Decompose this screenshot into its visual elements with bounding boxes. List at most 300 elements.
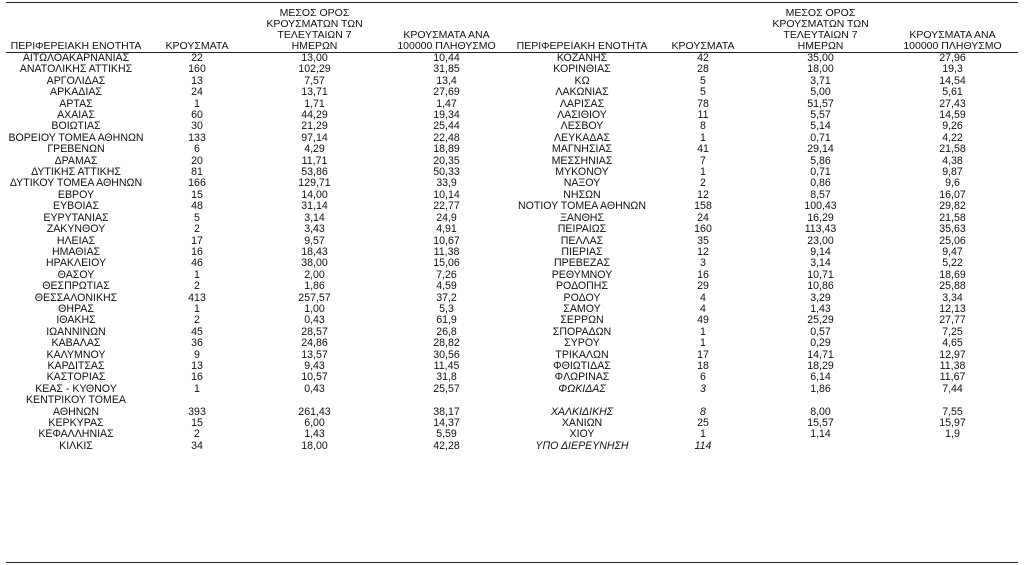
table-header: [6, 6, 1018, 53]
right-region-cell: ΚΟΡΙΝΘΙΑΣ: [553, 64, 611, 76]
left-per100k-cell: 24,9: [436, 212, 457, 224]
left-avg7-cell: 1,71: [304, 98, 325, 110]
right-avg7-cell: 0,57: [810, 326, 831, 338]
right-per100k-cell: 4,65: [942, 338, 963, 350]
header-region-left: ΠΕΡΙΦΕΡΕΙΑΚΗ ΕΝΟΤΗΤΑ: [6, 6, 146, 53]
right-avg7-cell: 3,29: [810, 292, 831, 304]
left-region-cell: ΑΡΚΑΔΙΑΣ: [50, 87, 102, 99]
left-avg7-cell: 18,43: [301, 246, 328, 258]
right-per100k-cell: 11,67: [939, 372, 966, 384]
right-region-cell: ΝΟΤΙΟΥ ΤΟΜΕΑ ΑΘΗΝΩΝ: [517, 201, 647, 213]
left-region-cell: ΙΩΑΝΝΙΝΩΝ: [46, 326, 106, 338]
right-cases-cell: 160: [694, 224, 712, 236]
table-row: [6, 258, 1018, 269]
right-avg7-cell: 29,14: [807, 144, 834, 156]
left-cases-cell: 45: [191, 326, 203, 338]
left-cases-cell: 133: [188, 132, 206, 144]
right-avg7-cell: 5,57: [810, 110, 831, 122]
left-per100k-cell: 26,8: [436, 326, 457, 338]
header-per100k-right: ΚΡΟΥΣΜΑΤΑ ΑΝΑ 100000 ΠΛΗΘΥΣΜΟ: [887, 6, 1018, 53]
left-region-cell: ΕΥΒΟΙΑΣ: [53, 201, 99, 213]
right-cases-cell: 6: [700, 372, 706, 384]
right-region-cell: ΡΟΔΟΠΗΣ: [555, 281, 609, 293]
right-avg7-cell: [754, 441, 887, 452]
left-region-cell: ΚΕΡΚΥΡΑΣ: [48, 418, 104, 429]
cases-by-region-table: [6, 6, 1018, 452]
right-avg7-cell: 23,00: [807, 235, 834, 247]
left-cases-cell: 2: [194, 224, 200, 236]
table-row: [6, 429, 1018, 440]
left-per100k-cell: 15,06: [433, 258, 460, 270]
right-region-cell: ΦΘΙΩΤΙΔΑΣ: [553, 360, 611, 372]
right-avg7-cell: 10,86: [807, 281, 834, 293]
left-per100k-cell: 4,91: [436, 224, 457, 236]
right-avg7-cell: 16,29: [807, 212, 834, 224]
left-cases-cell: 160: [188, 64, 206, 76]
table-row: [6, 121, 1018, 132]
left-cases-cell: 413: [188, 292, 206, 304]
right-avg7-cell: 14,71: [807, 349, 834, 361]
left-cases-cell: 2: [194, 315, 200, 327]
right-per100k-cell: 3,34: [942, 292, 963, 304]
left-avg7-cell: 18,00: [301, 440, 328, 452]
right-cases-cell: 1: [700, 338, 706, 350]
right-region-cell: ΚΟΖΑΝΗΣ: [556, 52, 608, 64]
table-row: [6, 350, 1018, 361]
right-region-cell: ΛΕΣΒΟΥ: [560, 121, 604, 133]
right-cases-cell: 3: [700, 383, 706, 395]
table-row: [6, 144, 1018, 155]
left-avg7-cell: 53,86: [301, 167, 328, 179]
left-per100k-cell: 31,8: [436, 372, 457, 384]
header-region-right: ΠΕΡΙΦΕΡΕΙΑΚΗ ΕΝΟΤΗΤΑ: [512, 6, 652, 53]
left-cases-cell: 5: [194, 212, 200, 224]
right-per100k-cell: 21,58: [939, 144, 966, 156]
right-region-cell: ΣΕΡΡΩΝ: [560, 315, 604, 327]
top-rule: [6, 2, 1018, 3]
left-per100k-cell: 22,48: [433, 132, 460, 144]
left-region-cell: ΘΕΣΣΑΛΟΝΙΚΗΣ: [34, 292, 118, 304]
left-region-cell: ΔΥΤΙΚΗΣ ΑΤΤΙΚΗΣ: [31, 167, 121, 179]
left-avg7-cell: 9,57: [304, 235, 325, 247]
left-avg7-cell: 10,57: [301, 372, 328, 384]
left-region-cell: ΗΛΕΙΑΣ: [56, 235, 96, 247]
table-row: [6, 133, 1018, 144]
table-row: [6, 64, 1018, 75]
right-per100k-cell: 16,07: [939, 189, 966, 201]
left-region-cell: ΘΕΣΠΡΩΤΙΑΣ: [42, 281, 110, 293]
right-region-cell: ΛΑΡΙΣΑΣ: [559, 98, 605, 110]
left-cases-cell: 6: [194, 144, 200, 156]
right-avg7-cell: 0,86: [810, 178, 831, 190]
left-cases-cell: 15: [191, 418, 203, 429]
right-region-cell: ΥΠΟ ΔΙΕΡΕΥΝΗΣΗ: [535, 440, 629, 452]
left-region-cell: ΚΑΣΤΟΡΙΑΣ: [46, 372, 106, 384]
left-per100k-cell: 11,45: [433, 360, 460, 372]
right-cases-cell: 78: [697, 98, 709, 110]
right-avg7-cell: 8,57: [810, 189, 831, 201]
left-region-cell: ΚΑΒΑΛΑΣ: [51, 338, 101, 350]
left-per100k-cell: 38,17: [433, 405, 460, 418]
right-cases-cell: 158: [694, 201, 712, 213]
left-avg7-cell: 2,00: [304, 269, 325, 281]
right-cases-cell: 12: [697, 246, 709, 258]
right-avg7-cell: 6,14: [810, 372, 831, 384]
right-cases-cell: 29: [697, 281, 709, 293]
left-cases-cell: 13: [191, 75, 203, 87]
left-per100k-cell: 37,2: [436, 292, 457, 304]
left-per100k-cell: 33,9: [436, 178, 457, 190]
left-per100k-cell: 30,56: [433, 349, 460, 361]
left-cases-cell: 393: [188, 405, 206, 418]
table-row: [6, 224, 1018, 235]
right-per100k-cell: 5,61: [942, 87, 963, 99]
right-region-cell: ΜΥΚΟΝΟΥ: [555, 167, 609, 179]
left-per100k-cell: 31,85: [433, 64, 460, 76]
right-per100k-cell: 19,3: [942, 64, 963, 76]
right-cases-cell: 1: [700, 326, 706, 338]
right-per100k-cell: 12,97: [939, 349, 966, 361]
left-region-cell: ΖΑΚΥΝΘΟΥ: [46, 224, 106, 236]
left-per100k-cell: 10,44: [433, 52, 460, 64]
left-region-cell: ΓΡΕΒΕΝΩΝ: [47, 144, 105, 156]
header-per100k-left: ΚΡΟΥΣΜΑΤΑ ΑΝΑ 100000 ΠΛΗΘΥΣΜΟ: [381, 6, 512, 53]
right-region-cell: ΞΑΝΘΗΣ: [559, 212, 605, 224]
left-per100k-cell: 13,4: [436, 75, 457, 87]
left-region-cell: ΙΘΑΚΗΣ: [56, 315, 96, 327]
left-region-cell: ΕΥΡΥΤΑΝΙΑΣ: [43, 212, 109, 224]
right-avg7-cell: 15,57: [807, 418, 834, 429]
right-avg7-cell: 100,43: [804, 201, 837, 213]
right-region-cell: ΝΗΣΩΝ: [563, 189, 601, 201]
left-avg7-cell: 4,29: [304, 144, 325, 156]
right-region-cell: ΜΑΓΝΗΣΙΑΣ: [551, 144, 613, 156]
table-row: [6, 418, 1018, 429]
right-per100k-cell: 7,55: [942, 405, 963, 418]
right-per100k-cell: 9,47: [942, 246, 963, 258]
right-avg7-cell: 18,00: [807, 64, 834, 76]
right-per100k-cell: 7,44: [942, 383, 963, 395]
right-cases-cell: 1: [700, 167, 706, 179]
right-per100k-cell: 18,69: [939, 269, 966, 281]
right-avg7-cell: 10,71: [807, 269, 834, 281]
right-region-cell: ΛΑΣΙΘΙΟΥ: [557, 110, 607, 122]
left-region-cell: ΚΕΑΣ - ΚΥΘΝΟΥ: [35, 383, 117, 395]
right-avg7-cell: 5,86: [810, 155, 831, 167]
left-avg7-cell: 129,71: [298, 178, 331, 190]
right-region-cell: ΛΑΚΩΝΙΑΣ: [555, 87, 609, 99]
left-avg7-cell: 28,57: [301, 326, 328, 338]
left-cases-cell: 48: [191, 201, 203, 213]
left-cases-cell: 1: [194, 98, 200, 110]
left-per100k-cell: 10,67: [433, 235, 460, 247]
table-row: [6, 315, 1018, 326]
right-region-cell: ΠΙΕΡΙΑΣ: [561, 246, 603, 258]
left-avg7-cell: 102,29: [298, 64, 331, 76]
right-avg7-cell: 18,29: [807, 360, 834, 372]
left-region-cell: ΑΝΑΤΟΛΙΚΗΣ ΑΤΤΙΚΗΣ: [19, 64, 133, 76]
table-row: [6, 361, 1018, 372]
left-per100k-cell: 19,34: [433, 110, 460, 122]
left-region-cell: ΔΡΑΜΑΣ: [54, 155, 98, 167]
right-per100k-cell: 12,13: [939, 303, 966, 315]
right-avg7-cell: 3,14: [810, 258, 831, 270]
right-region-cell: ΦΩΚΙΔΑΣ: [558, 383, 606, 395]
right-cases-cell: 12: [697, 189, 709, 201]
left-region-cell: ΑΧΑΪΑΣ: [57, 110, 95, 122]
left-per100k-cell: 27,69: [433, 87, 460, 99]
left-cases-cell: 16: [191, 246, 203, 258]
right-per100k-cell: 9,87: [942, 167, 963, 179]
right-cases-cell: 16: [697, 269, 709, 281]
right-per100k-cell: 35,63: [939, 224, 966, 236]
left-avg7-cell: 14,00: [301, 189, 328, 201]
right-avg7-cell: 51,57: [807, 98, 834, 110]
left-cases-cell: 1: [194, 383, 200, 395]
left-avg7-cell: 38,00: [301, 258, 328, 270]
right-region-cell: ΣΠΟΡΑΔΩΝ: [552, 326, 612, 338]
left-cases-cell: 36: [191, 338, 203, 350]
table-row: [6, 338, 1018, 349]
left-avg7-cell: 9,43: [304, 360, 325, 372]
left-region-cell: ΕΒΡΟΥ: [57, 189, 95, 201]
right-avg7-cell: 0,71: [810, 167, 831, 179]
right-region-cell: ΡΟΔΟΥ: [563, 292, 601, 304]
right-avg7-cell: 0,29: [810, 338, 831, 350]
left-region-cell: ΚΑΛΥΜΝΟΥ: [46, 349, 106, 361]
right-cases-cell: 49: [697, 315, 709, 327]
left-cases-cell: 30: [191, 121, 203, 133]
right-avg7-cell: 1,14: [810, 429, 831, 441]
right-per100k-cell: 15,97: [939, 418, 966, 429]
right-per100k-cell: 27,77: [939, 315, 966, 327]
left-cases-cell: 13: [191, 360, 203, 372]
right-avg7-cell: 1,43: [810, 303, 831, 315]
table-row: [6, 156, 1018, 167]
right-cases-cell: 5: [700, 75, 706, 87]
left-per100k-cell: 28,82: [433, 338, 460, 350]
left-per100k-cell: 5,59: [436, 429, 457, 441]
right-cases-cell: 8: [700, 405, 706, 418]
right-cases-cell: 18: [697, 360, 709, 372]
table-row: [6, 384, 1018, 395]
right-cases-cell: 35: [697, 235, 709, 247]
left-cases-cell: 46: [191, 258, 203, 270]
left-avg7-cell: 0,43: [304, 383, 325, 395]
right-cases-cell: 11: [697, 110, 709, 122]
table-row: [6, 178, 1018, 189]
left-per100k-cell: 10,14: [433, 189, 460, 201]
left-per100k-cell: 61,9: [436, 315, 457, 327]
left-avg7-cell: 24,86: [301, 338, 328, 350]
left-cases-cell: 9: [194, 349, 200, 361]
left-region-cell: ΒΟΙΩΤΙΑΣ: [51, 121, 101, 133]
right-cases-cell: 24: [697, 212, 709, 224]
left-cases-cell: 15: [191, 189, 203, 201]
table-row: [6, 76, 1018, 87]
left-per100k-cell: 11,38: [433, 246, 460, 258]
table-row: [6, 281, 1018, 292]
left-region-cell: ΘΑΣΟΥ: [57, 269, 95, 281]
right-avg7-cell: 113,43: [804, 224, 837, 236]
right-region-cell: ΝΑΞΟΥ: [563, 178, 601, 190]
left-region-cell: ΚΕΦΑΛΛΗΝΙΑΣ: [38, 429, 114, 441]
left-region-cell: ΑΙΤΩΛΟΑΚΑΡΝΑΝΙΑΣ: [22, 52, 130, 64]
left-avg7-cell: 21,29: [301, 121, 328, 133]
table-row: [6, 247, 1018, 258]
left-avg7-cell: 31,14: [301, 201, 328, 213]
right-region-cell: ΡΕΘΥΜΝΟΥ: [551, 269, 613, 281]
table-row: [6, 270, 1018, 281]
left-region-cell: ΑΡΓΟΛΙΔΑΣ: [46, 75, 106, 87]
right-per100k-cell: 29,82: [939, 201, 966, 213]
left-cases-cell: 17: [191, 235, 203, 247]
right-avg7-cell: 1,86: [810, 383, 831, 395]
left-cases-cell: 22: [191, 52, 203, 64]
left-avg7-cell: 3,43: [304, 224, 325, 236]
left-avg7-cell: 3,14: [304, 212, 325, 224]
left-avg7-cell: 257,57: [298, 292, 331, 304]
right-avg7-cell: 5,14: [810, 121, 831, 133]
left-cases-cell: 2: [194, 429, 200, 441]
left-per100k-cell: 5,3: [439, 303, 454, 315]
right-avg7-cell: 8,00: [810, 405, 831, 418]
left-avg7-cell: 11,71: [301, 155, 328, 167]
right-avg7-cell: 35,00: [807, 52, 834, 64]
left-avg7-cell: 1,43: [304, 429, 325, 441]
header-cases-right: ΚΡΟΥΣΜΑΤΑ: [652, 6, 754, 53]
header-avg7-right: ΜΕΣΟΣ ΟΡΟΣ ΚΡΟΥΣΜΑΤΩΝ ΤΩΝ ΤΕΛΕΥΤΑΙΩΝ 7 ΗΜΕΡΩΝ: [754, 6, 887, 53]
left-avg7-cell: 6,00: [304, 418, 325, 429]
left-avg7-cell: 13,00: [301, 52, 328, 64]
right-per100k-cell: 9,6: [945, 178, 960, 190]
right-cases-cell: 5: [700, 87, 706, 99]
table-body: [6, 53, 1018, 453]
left-per100k-cell: 20,35: [433, 155, 460, 167]
left-avg7-cell: 97,14: [301, 132, 328, 144]
table-row: [6, 53, 1018, 65]
left-region-cell: ΒΟΡΕΙΟΥ ΤΟΜΕΑ ΑΘΗΝΩΝ: [8, 132, 144, 144]
left-cases-cell: 60: [191, 110, 203, 122]
left-avg7-cell: 13,71: [301, 87, 328, 99]
right-per100k-cell: 27,96: [939, 52, 966, 64]
left-cases-cell: 81: [191, 167, 203, 179]
right-cases-cell: 8: [700, 121, 706, 133]
right-region-cell: ΠΡΕΒΕΖΑΣ: [554, 258, 610, 270]
right-cases-cell: 41: [697, 144, 709, 156]
left-per100k-cell: 50,33: [433, 167, 460, 179]
right-cases-cell: 28: [697, 64, 709, 76]
right-per100k-cell: 25,06: [939, 235, 966, 247]
right-avg7-cell: 9,14: [810, 246, 831, 258]
right-per100k-cell: 11,38: [939, 360, 966, 372]
left-per100k-cell: 42,28: [433, 440, 460, 452]
right-region-cell: ΠΕΙΡΑΙΩΣ: [557, 224, 607, 236]
left-avg7-cell: 1,00: [304, 303, 325, 315]
table-row: [6, 372, 1018, 383]
right-region-cell: ΜΕΣΣΗΝΙΑΣ: [551, 155, 613, 167]
left-region-cell: ΚΙΛΚΙΣ: [59, 440, 93, 452]
left-avg7-cell: 261,43: [298, 405, 331, 418]
left-cases-cell: 1: [194, 303, 200, 315]
right-cases-cell: 1: [700, 429, 706, 441]
right-region-cell: ΧΙΟΥ: [569, 429, 595, 441]
header-avg7-left: ΜΕΣΟΣ ΟΡΟΣ ΚΡΟΥΣΜΑΤΩΝ ΤΩΝ ΤΕΛΕΥΤΑΙΩΝ 7 ΗΜΕΡΩΝ: [248, 6, 381, 53]
table-row: [6, 304, 1018, 315]
header-cases-left: ΚΡΟΥΣΜΑΤΑ: [146, 6, 248, 53]
table-row: [6, 190, 1018, 201]
table-row: [6, 395, 1018, 418]
right-cases-cell: 3: [700, 258, 706, 270]
table-row: [6, 441, 1018, 452]
right-cases-cell: 4: [700, 292, 706, 304]
bottom-rule: [6, 562, 1018, 563]
left-per100k-cell: 25,57: [433, 383, 460, 395]
right-cases-cell: 114: [694, 440, 712, 452]
right-region-cell: ΛΕΥΚΑΔΑΣ: [553, 132, 611, 144]
right-per100k-cell: 25,88: [939, 281, 966, 293]
right-avg7-cell: 3,71: [810, 75, 831, 87]
right-per100k-cell: [887, 441, 1018, 452]
right-region-cell: ΣΑΜΟΥ: [563, 303, 601, 315]
right-region-cell: ΠΕΛΛΑΣ: [560, 235, 604, 247]
right-per100k-cell: 21,58: [939, 212, 966, 224]
left-cases-cell: 1: [194, 269, 200, 281]
table-row: [6, 327, 1018, 338]
left-region-cell: ΚΑΡΔΙΤΣΑΣ: [47, 360, 105, 372]
left-cases-cell: 34: [191, 440, 203, 452]
left-avg7-cell: 1,86: [304, 281, 325, 293]
left-cases-cell: 166: [188, 178, 206, 190]
right-per100k-cell: 27,43: [939, 98, 966, 110]
left-per100k-cell: 1,47: [436, 98, 457, 110]
right-cases-cell: 4: [700, 303, 706, 315]
right-cases-cell: 25: [697, 418, 709, 429]
left-cases-cell: 2: [194, 281, 200, 293]
table-row: [6, 99, 1018, 110]
left-avg7-cell: 44,29: [301, 110, 328, 122]
table-row: [6, 110, 1018, 121]
left-cases-cell: 16: [191, 372, 203, 384]
table-row: [6, 167, 1018, 178]
right-region-cell: ΧΑΝΙΩΝ: [561, 418, 603, 429]
left-region-cell: ΔΥΤΙΚΟΥ ΤΟΜΕΑ ΑΘΗΝΩΝ: [9, 178, 143, 190]
left-region-cell: ΑΡΤΑΣ: [59, 98, 93, 110]
right-region-cell: ΦΛΩΡΙΝΑΣ: [554, 372, 610, 384]
right-per100k-cell: 7,25: [942, 326, 963, 338]
left-avg7-cell: 13,57: [301, 349, 328, 361]
right-per100k-cell: 14,59: [939, 110, 966, 122]
left-per100k-cell: 22,77: [433, 201, 460, 213]
right-cases-cell: 42: [697, 52, 709, 64]
right-per100k-cell: 5,22: [942, 258, 963, 270]
table-row: [6, 236, 1018, 247]
left-avg7-cell: 7,57: [304, 75, 325, 87]
right-region-cell: ΧΑΛΚΙΔΙΚΗΣ: [550, 405, 614, 418]
left-per100k-cell: 4,59: [436, 281, 457, 293]
right-cases-cell: 7: [700, 155, 706, 167]
left-region-cell: ΗΜΑΘΙΑΣ: [51, 246, 101, 258]
left-cases-cell: 20: [191, 155, 203, 167]
right-avg7-cell: 25,29: [807, 315, 834, 327]
left-per100k-cell: 7,26: [436, 269, 457, 281]
left-cases-cell: 24: [191, 87, 203, 99]
right-region-cell: ΚΩ: [574, 75, 590, 87]
right-cases-cell: 1: [700, 132, 706, 144]
table-row: [6, 87, 1018, 98]
left-region-cell: ΘΗΡΑΣ: [58, 303, 94, 315]
right-per100k-cell: 14,54: [939, 75, 966, 87]
